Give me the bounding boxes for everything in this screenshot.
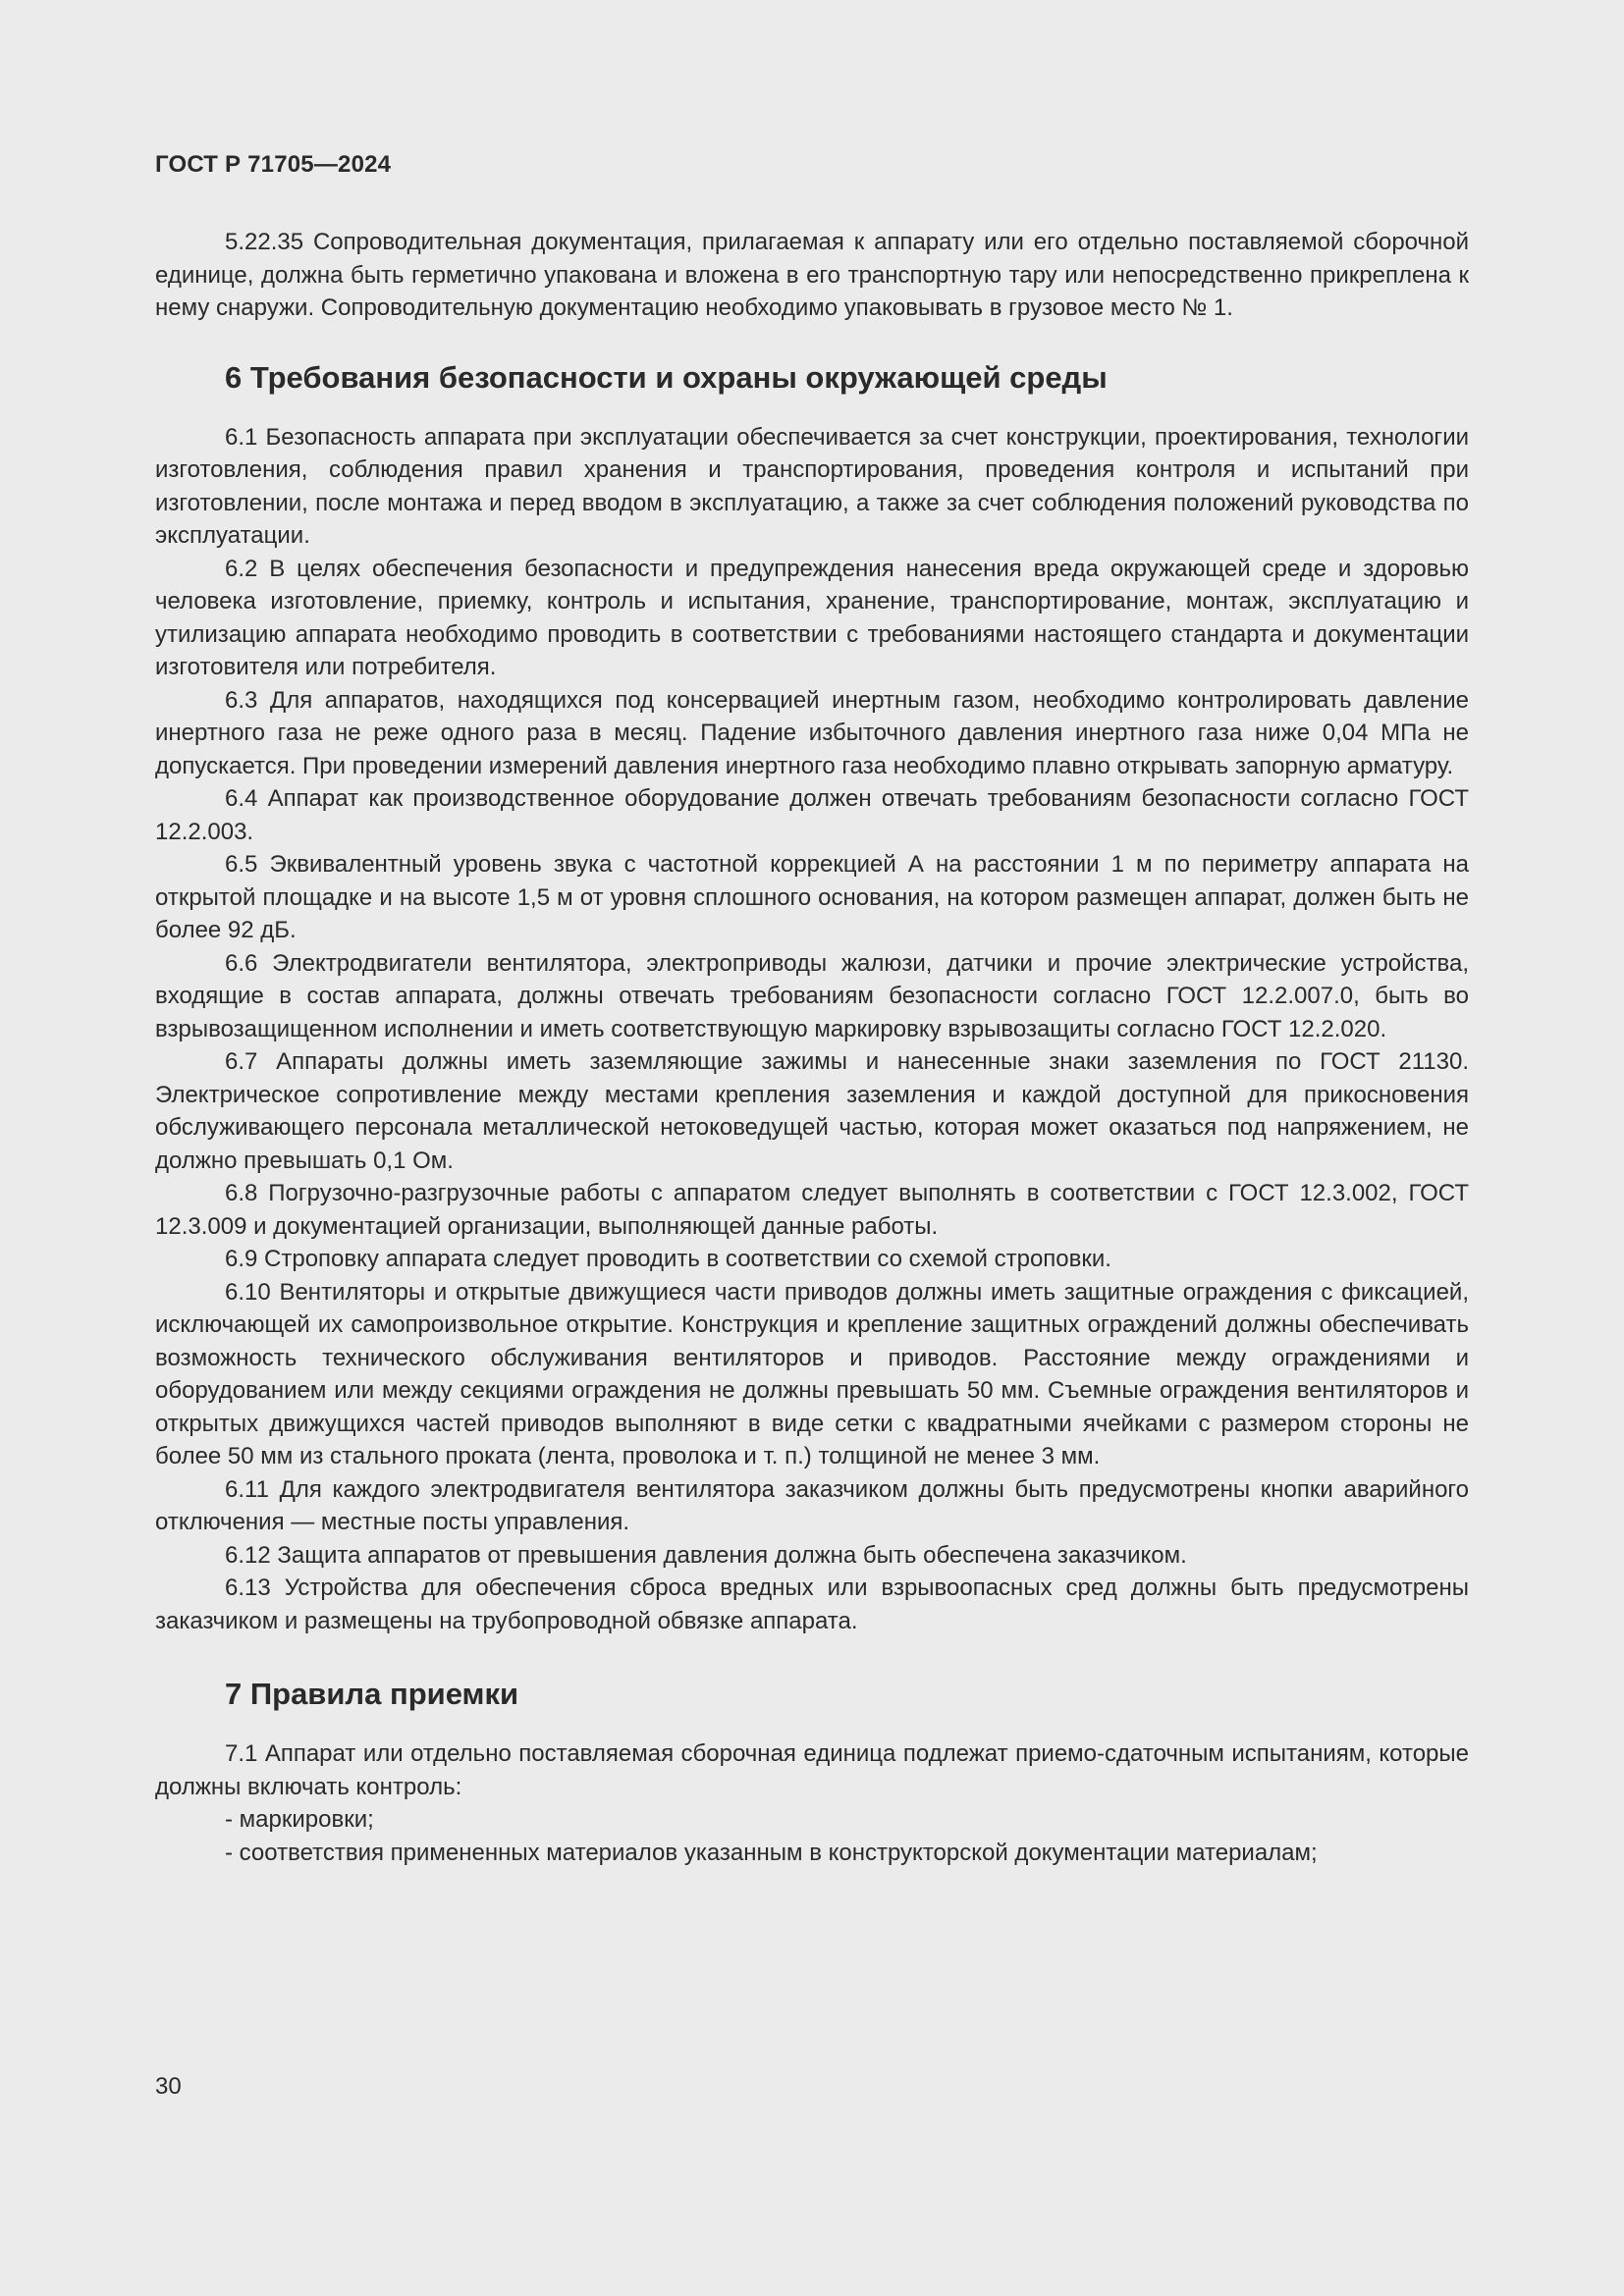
paragraph-6-9: 6.9 Строповку аппарата следует проводить в соответствии со схемой строповки.	[225, 1246, 1111, 1272]
paragraph-6-6: 6.6 Электродвигатели вентилятора, электроприводы жалюзи, датчики и прочие электрические устройства, входящие в состав аппарата, должны отвечать требованиям безопасности согласно ГОСТ 12.2.007.0, быть во взрывозащищенном исполнении и иметь соответствующую маркировку взрывозащиты согласно ГОСТ 12.2.020.	[155, 949, 1469, 1042]
paragraph-6-10: 6.10 Вентиляторы и открытые движущиеся части приводов должны иметь защитные ограждения с фиксацией, исключающей их самопроизвольное открытие. Конструкция и крепление защитных ограждений должны обеспечивать возможность технического обслуживания вентиляторов и приводов. Расстояние между ограждениями и оборудованием или между секциями ограждения не должны превышать 50 мм. Съемные ограждения вентиляторов и открытых движущихся частей приводов выполняют в виде сетки с квадратными ячейками с размером стороны не более 50 мм из стального проката (лента, проволока и т. п.) толщиной не менее 3 мм.	[155, 1278, 1469, 1469]
paragraph-6-4: 6.4 Аппарат как производственное оборудование должен отвечать требованиям безопасности согласно ГОСТ 12.2.003.	[155, 785, 1469, 845]
list-item-materials: - соответствия примененных материалов указанным в конструкторской документации материалам;	[225, 1839, 1318, 1866]
section-6-heading: 6 Требования безопасности и охраны окружающей среды	[225, 359, 1108, 395]
paragraph-6-12: 6.12 Защита аппаратов от превышения давления должна быть обеспечена заказчиком.	[225, 1541, 1187, 1569]
paragraph-7-1: 7.1 Аппарат или отдельно поставляемая сборочная единица подлежат приемо-сдаточным испытаниям, которые должны включать контроль:	[155, 1740, 1469, 1800]
document-body	[155, 226, 1469, 1869]
paragraph-6-13: 6.13 Устройства для обеспечения сброса вредных или взрывоопасных сред должны быть предусмотрены заказчиком и размещены на трубопроводной обвязке аппарата.	[155, 1575, 1469, 1634]
paragraph-6-8: 6.8 Погрузочно-разгрузочные работы с аппаратом следует выполнять в соответствии с ГОСТ 12.3.002, ГОСТ 12.3.009 и документацией организации, выполняющей данные работы.	[155, 1180, 1469, 1240]
page-number: 30	[155, 2073, 182, 2100]
list-item-marking: - маркировки;	[225, 1806, 374, 1833]
paragraph-6-11: 6.11 Для каждого электродвигателя вентилятора заказчиком должны быть предусмотрены кнопки аварийного отключения — местные посты управления.	[155, 1475, 1469, 1535]
paragraph-6-7: 6.7 Аппараты должны иметь заземляющие зажимы и нанесенные знаки заземления по ГОСТ 21130. Электрическое сопротивление между местами крепления заземления и каждой доступной для прикосновения обслуживающего персонала металлической нетоковедущей частью, которая может оказаться под напряжением, не должно превышать 0,1 Ом.	[155, 1048, 1469, 1174]
paragraph-5-22-35: 5.22.35 Сопроводительная документация, прилагаемая к аппарату или его отдельно поставляемой сборочной единице, должна быть герметично упакована и вложена в его транспортную тару или непосредственно прикреплена к нему снаружи. Сопроводительную документацию необходимо упаковывать в грузовое место № 1.	[155, 229, 1469, 321]
paragraph-6-2: 6.2 В целях обеспечения безопасности и предупреждения нанесения вреда окружающей среде и здоровью человека изготовление, приемку, контроль и испытания, хранение, транспортирование, монтаж, эксплуатацию и утилизацию аппарата необходимо проводить в соответствии с требованиями настоящего стандарта и документации изготовителя или потребителя.	[155, 555, 1469, 680]
paragraph-6-5: 6.5 Эквивалентный уровень звука с частотной коррекцией А на расстоянии 1 м по периметру аппарата на открытой площадке и на высоте 1,5 м от уровня сплошного основания, на котором размещен аппарат, должен быть не более 92 дБ.	[155, 851, 1469, 943]
document-header-standard-number: ГОСТ Р 71705—2024	[155, 151, 392, 178]
paragraph-6-3: 6.3 Для аппаратов, находящихся под консервацией инертным газом, необходимо контролировать давление инертного газа не реже одного раза в месяц. Падение избыточного давления инертного газа ниже 0,04 МПа не допускается. При проведении измерений давления инертного газа необходимо плавно открывать запорную арматуру.	[155, 686, 1469, 779]
section-7-heading: 7 Правила приемки	[225, 1677, 519, 1711]
paragraph-6-1: 6.1 Безопасность аппарата при эксплуатации обеспечивается за счет конструкции, проектирования, технологии изготовления, соблюдения правил хранения и транспортирования, проведения контроля и испытаний при изготовлении, после монтажа и перед вводом в эксплуатацию, а также за счет соблюдения положений руководства по эксплуатации.	[155, 423, 1469, 549]
